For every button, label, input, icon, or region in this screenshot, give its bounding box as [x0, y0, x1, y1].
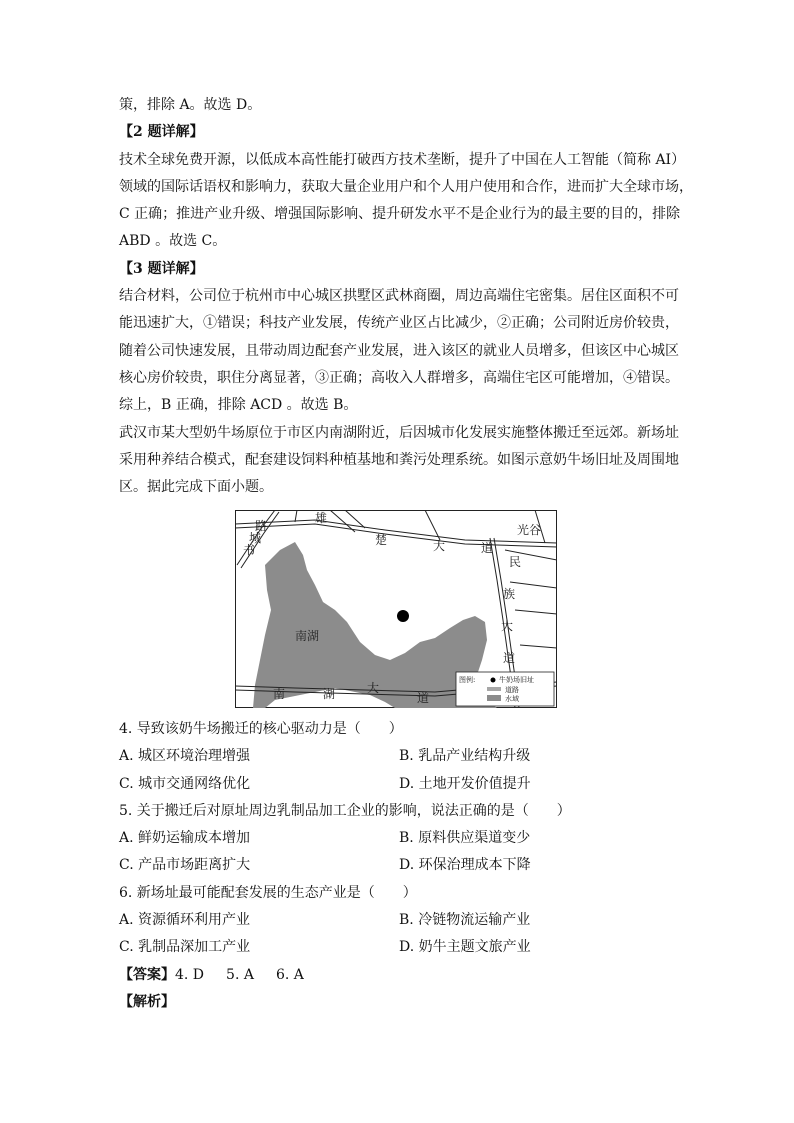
- analysis-heading: 【解析】: [119, 993, 175, 1010]
- legend-water-label: 水域: [505, 695, 519, 703]
- road-label-corner: 光谷: [517, 523, 542, 537]
- legend-water-icon: [487, 695, 501, 701]
- road-label-dao3: 道: [417, 691, 430, 705]
- option-4d: D. 土地开发价值提升: [399, 775, 531, 792]
- option-5a: A. 鲜奶运输成本增加: [119, 830, 251, 847]
- question-4-options-row1: [119, 743, 679, 770]
- road-label-hu: 湖: [323, 687, 336, 701]
- option-4c: C. 城市交通网络优化: [119, 775, 251, 792]
- answer-label: 【答案】: [119, 966, 175, 983]
- question-6-stem: 6. 新场址最可能配套发展的生态产业是（ ）: [119, 884, 417, 901]
- question-4-options-row2: [119, 771, 679, 798]
- text-line: 能迅速扩大，①错误；科技产业发展，传统产业区占比减少，②正确；公司附近房价较贵，: [119, 315, 679, 332]
- question-4-stem: 4. 导致该奶牛场搬迁的核心驱动力是（ ）: [119, 721, 403, 737]
- option-6d: D. 奶牛主题文旅产业: [399, 939, 531, 956]
- road-label-zu: 族: [503, 587, 516, 601]
- text-line: 结合材料，公司位于杭州市中心城区拱墅区武林商圈，周边高端住宅密集。居住区面积不可: [119, 288, 679, 305]
- answer-item: 4. D: [175, 966, 205, 983]
- section-heading-q3: 【3 题详解】: [119, 260, 204, 277]
- map-figure: [235, 510, 557, 708]
- cow-farm-old-site-marker: [397, 610, 409, 622]
- text-line: 综上，B 正确，排除 ACD 。故选 B。: [119, 397, 358, 414]
- road-label-da: 大: [433, 539, 446, 553]
- road-label-dao: 道: [481, 541, 494, 555]
- section-heading-q2: 【2 题详解】: [119, 124, 204, 141]
- legend-point-label: 牛奶场旧址: [499, 676, 534, 684]
- question-5-stem: 5. 关于搬迁后对原址周边乳制品加工企业的影响，说法正确的是（ ）: [119, 802, 571, 819]
- option-6a: A. 资源循环利用产业: [119, 912, 251, 929]
- legend-road-label: 道路: [505, 686, 519, 694]
- road-label-lu: 路: [255, 519, 268, 533]
- road-label-da3: 大: [367, 681, 380, 695]
- text-line: 策，排除 A。故选 D。: [119, 97, 262, 113]
- option-6b: B. 冷链物流运输产业: [399, 912, 531, 929]
- text-line: 武汉市某大型奶牛场原位于市区内南湖附近，后因城市化发展实施整体搬迁至远郊。新场址: [119, 424, 679, 441]
- road-label-cheng: 城: [249, 531, 262, 545]
- road-label-min: 民: [509, 555, 522, 569]
- road-label-dao2: 道: [503, 651, 516, 665]
- road-label-nan: 南: [273, 687, 286, 701]
- option-5c: C. 产品市场距离扩大: [119, 857, 251, 874]
- text-line: 核心房价较贵，职住分离显著，③正确；高收入人群增多，高端住宅区可能增加，④错误。: [119, 369, 679, 386]
- answer-item: 6. A: [275, 966, 304, 983]
- answer-item: 5. A: [226, 966, 254, 983]
- text-line: 区。据此完成下面小题。: [119, 479, 273, 496]
- text-line: 领域的国际话语权和影响力，获取大量企业用户和个人用户使用和合作，进而扩大全球市场，: [119, 178, 693, 195]
- option-6c: C. 乳制品深加工产业: [119, 939, 251, 956]
- option-4b: B. 乳品产业结构升级: [399, 748, 531, 765]
- road-label-xiong: 雄: [315, 511, 328, 525]
- text-line: C 正确；推进产业升级、增强国际影响、提升研发水平不是企业行为的最主要的目的，排除: [119, 206, 681, 223]
- legend-title: 图例:: [459, 676, 476, 684]
- road-label-shu: 书: [243, 543, 256, 557]
- questions-section: [119, 716, 679, 1016]
- map-svg: [235, 510, 557, 708]
- road-label-chu: 楚: [375, 533, 388, 547]
- road-label-da2: 大: [501, 619, 514, 633]
- question-6-options-row2: [119, 934, 679, 961]
- text-line: 随着公司快速发展，且带动周边配套产业发展，进入该区的就业人员增多，但该区中心城区: [119, 342, 679, 359]
- option-5d: D. 环保治理成本下降: [399, 857, 531, 874]
- document-page: [119, 92, 693, 501]
- answer-line: [119, 962, 679, 989]
- question-5-options-row1: [119, 825, 679, 852]
- option-5b: B. 原料供应渠道变少: [399, 830, 531, 847]
- lake-label: 南湖: [295, 629, 320, 643]
- legend-point-icon: [491, 678, 496, 683]
- question-5-options-row2: [119, 852, 679, 879]
- question-6-options-row1: [119, 907, 679, 934]
- map-legend: [456, 672, 554, 706]
- option-4a: A. 城区环境治理增强: [119, 748, 251, 765]
- text-line: 技术全球免费开源，以低成本高性能打破西方技术垄断，提升了中国在人工智能（简称 AI）: [119, 151, 686, 168]
- text-line: ABD 。故选 C。: [119, 233, 227, 250]
- text-line: 采用种养结合模式，配套建设饲料种植基地和粪污处理系统。如图示意奶牛场旧址及周围地: [119, 451, 679, 468]
